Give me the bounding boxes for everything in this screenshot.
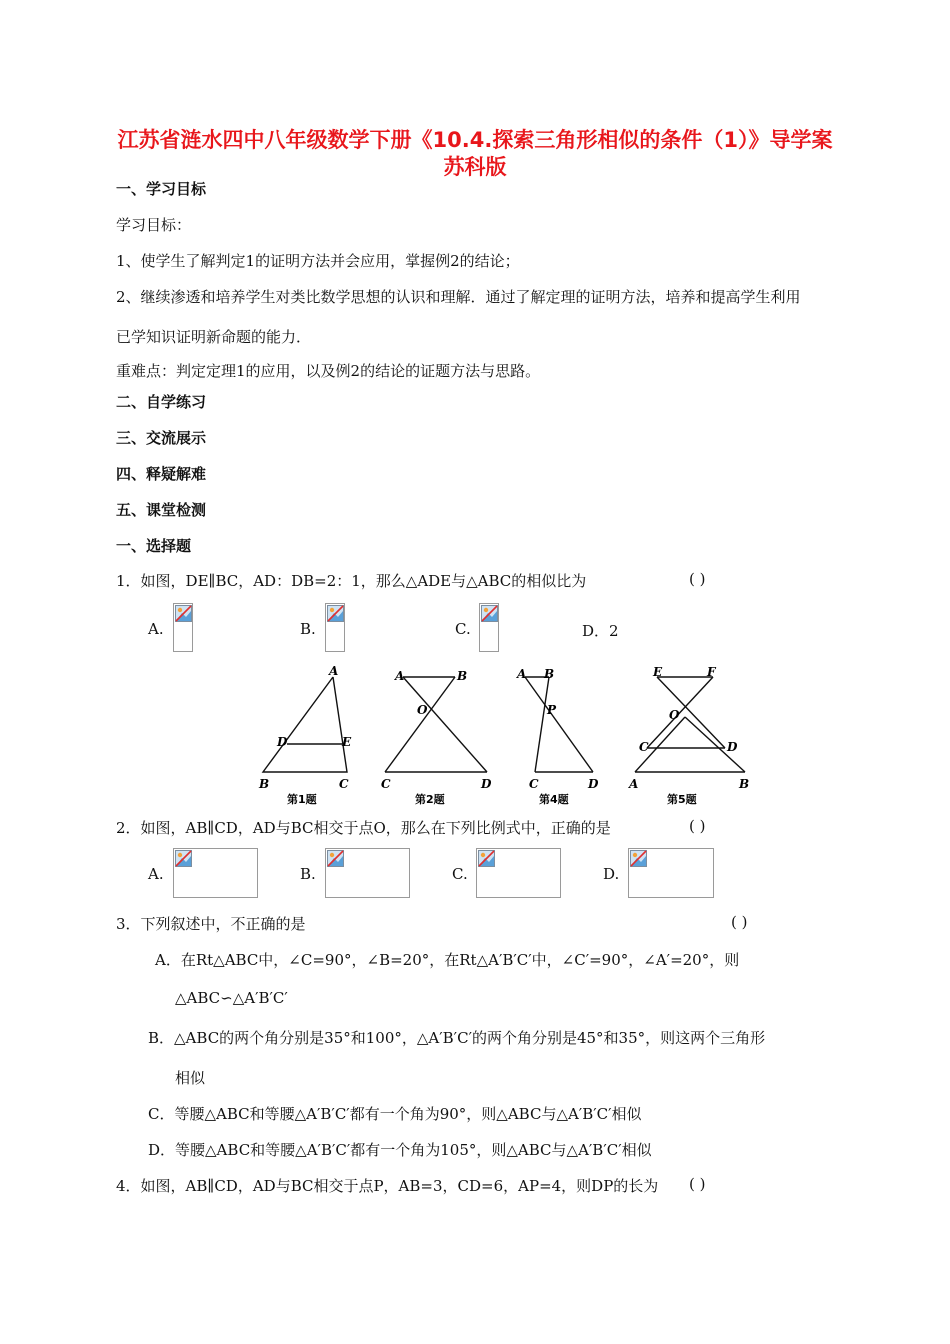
fig5-label-c: C <box>639 740 649 754</box>
section-heading-exchange: 三、交流展示 <box>116 429 207 447</box>
fig4-label-c: C <box>529 777 539 791</box>
fig4-label-d: D <box>588 777 599 791</box>
section-heading-choice: 一、选择题 <box>116 537 192 555</box>
broken-image-icon <box>327 605 344 622</box>
q1-option-b-label: B. <box>300 620 316 638</box>
q3-option-d: D．等腰△ABC和等腰△A′B′C′都有一个角为105°，则△ABC与△A′B′C′相似 <box>148 1141 652 1159</box>
goals-label: 学习目标： <box>116 216 192 234</box>
fig1-label-d: D <box>277 735 288 749</box>
q1-option-c-label: C. <box>455 620 471 638</box>
broken-image-icon <box>481 605 498 622</box>
q2-option-d-image <box>628 848 714 898</box>
fig5-label-d: D <box>727 740 738 754</box>
section-heading-goals: 一、学习目标 <box>116 180 207 198</box>
fig2-label-b: B <box>457 669 468 683</box>
q2-option-a-image <box>173 848 258 898</box>
q2-option-c-image <box>476 848 561 898</box>
fig4-caption: 第4题 <box>539 793 569 806</box>
fig5-label-o: O <box>669 708 680 722</box>
goal-1: 1、使学生了解判定1的证明方法并会应用，掌握例2的结论； <box>116 252 520 270</box>
q3-option-b-line2: 相似 <box>175 1069 206 1087</box>
q2-option-d-label: D. <box>603 865 620 883</box>
broken-image-icon <box>630 850 647 867</box>
goal-2-line2: 已学知识证明新命题的能力． <box>116 328 312 346</box>
q1-option-d: D．2 <box>582 622 619 640</box>
q2-option-c-label: C. <box>452 865 468 883</box>
fig5-caption: 第5题 <box>667 793 697 806</box>
q3-option-a-line2: △ABC∽△A′B′C′ <box>175 989 288 1007</box>
fig1-label-a: A <box>329 664 339 678</box>
fig2-label-d: D <box>481 777 492 791</box>
q2-option-b-label: B. <box>300 865 316 883</box>
geometry-figures <box>255 662 755 807</box>
q1-option-a-label: A. <box>148 620 164 638</box>
broken-image-icon <box>327 850 344 867</box>
section-heading-self-study: 二、自学练习 <box>116 393 207 411</box>
fig4-label-p: P <box>547 703 557 717</box>
goal-2-line1: 2、继续渗透和培养学生对类比数学思想的认识和理解．通过了解定理的证明方法，培养和提高学生利用 <box>116 288 801 306</box>
fig5-label-b: B <box>739 777 750 791</box>
q3-option-a-line1: A．在Rt△ABC中，∠C=90°，∠B=20°，在Rt△A′B′C′中，∠C′=90°，∠A′=20°，则 <box>155 951 740 969</box>
fig4-label-a: A <box>517 667 527 681</box>
fig2-label-c: C <box>381 777 391 791</box>
broken-image-icon <box>175 850 192 867</box>
fig1-caption: 第1题 <box>287 793 317 806</box>
q1-option-b-image <box>325 603 345 652</box>
fig2-label-o: O <box>417 703 428 717</box>
fig5-label-f: F <box>707 665 716 679</box>
question-2-text: 2．如图，AB∥CD，AD与BC相交于点O，那么在下列比例式中，正确的是 <box>116 819 611 837</box>
question-2-answer-paren: ( ) <box>689 817 706 835</box>
q3-option-b-line1: B．△ABC的两个角分别是35°和100°，△A′B′C′的两个角分别是45°和35°，则这两个三角形 <box>148 1029 766 1047</box>
fig1-label-e: E <box>342 735 352 749</box>
question-3-answer-paren: ( ) <box>731 913 748 931</box>
key-points: 重难点：判定定理1的应用，以及例2的结论的证题方法与思路。 <box>116 362 541 380</box>
fig1-label-b: B <box>259 777 270 791</box>
question-1-answer-paren: ( ) <box>689 570 706 588</box>
q1-option-c-image <box>479 603 499 652</box>
broken-image-icon <box>175 605 192 622</box>
fig4-label-b: B <box>544 667 555 681</box>
fig5-label-e: E <box>653 665 663 679</box>
fig2-caption: 第2题 <box>415 793 445 806</box>
q2-option-b-image <box>325 848 410 898</box>
q2-option-a-label: A. <box>148 865 164 883</box>
q1-option-a-image <box>173 603 193 652</box>
fig1-label-c: C <box>339 777 349 791</box>
fig2-label-a: A <box>395 669 405 683</box>
question-4-text: 4．如图，AB∥CD，AD与BC相交于点P，AB=3，CD=6，AP=4，则DP的长为 <box>116 1177 659 1195</box>
question-1-text: 1．如图，DE∥BC，AD：DB=2：1，那么△ADE与△ABC的相似比为 <box>116 572 587 590</box>
document-title-line1: 江苏省涟水四中八年级数学下册《10.4.探索三角形相似的条件（1）》导学案 <box>117 128 833 152</box>
section-heading-qa: 四、释疑解难 <box>116 465 207 483</box>
question-3-text: 3．下列叙述中，不正确的是 <box>116 915 306 933</box>
question-4-answer-paren: ( ) <box>689 1175 706 1193</box>
document-title-line2: 苏科版 <box>443 155 507 179</box>
fig5-label-a: A <box>629 777 639 791</box>
section-heading-class-test: 五、课堂检测 <box>116 501 207 519</box>
q3-option-c: C．等腰△ABC和等腰△A′B′C′都有一个角为90°，则△ABC与△A′B′C′相似 <box>148 1105 642 1123</box>
broken-image-icon <box>478 850 495 867</box>
